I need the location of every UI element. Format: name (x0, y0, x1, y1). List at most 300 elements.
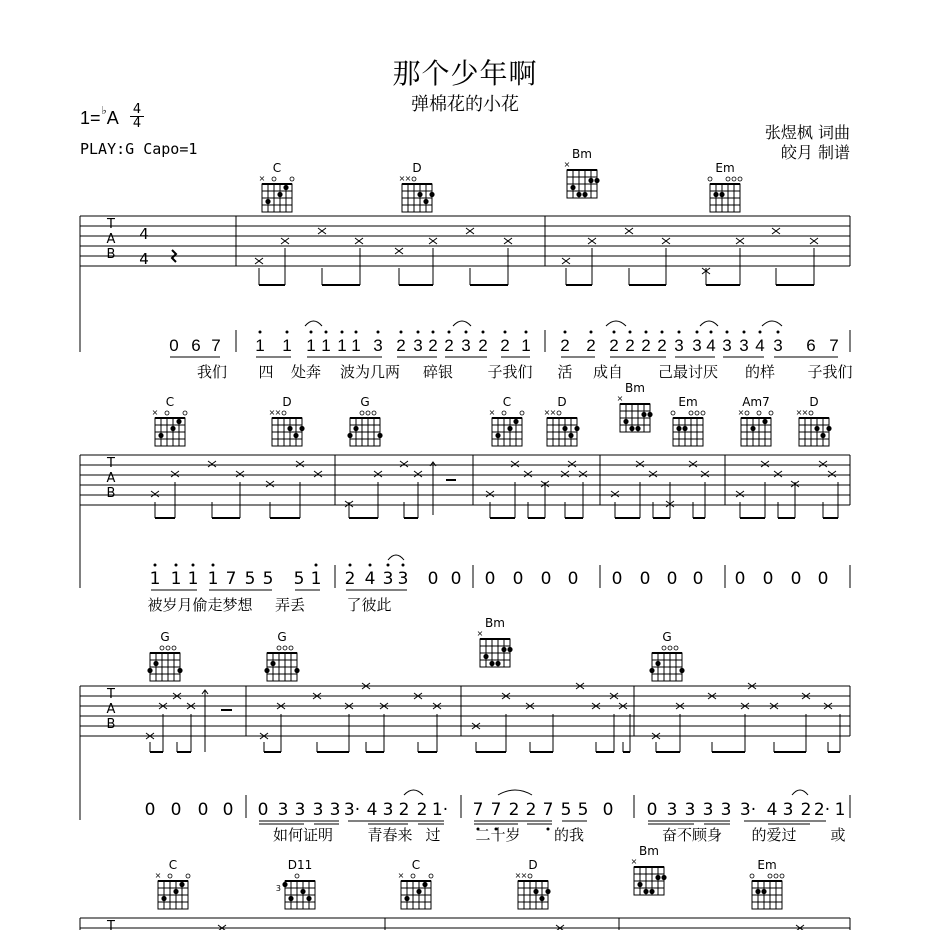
chord-diagram-d (515, 858, 551, 909)
credit-lyrics: 张煜枫 词曲 (764, 123, 850, 142)
lyric: 子我们 (807, 363, 853, 381)
chord-dot (489, 661, 494, 666)
mute-mark: × (398, 174, 406, 183)
mute-mark: × (549, 408, 557, 417)
octave-dot (377, 331, 380, 334)
mute-mark: × (404, 174, 412, 183)
open-mark (290, 177, 294, 181)
mute-mark: × (543, 408, 551, 417)
lyric: 的我 (553, 826, 585, 844)
tab-x-mark (524, 471, 532, 477)
chord-name: Bm (485, 616, 505, 630)
lyric: 二十岁 (475, 826, 521, 844)
octave-dot (564, 331, 567, 334)
chord-dot (755, 889, 760, 894)
tab-x-mark (810, 238, 818, 244)
chord-dot (676, 426, 681, 431)
jianpu-note: 0 (540, 569, 552, 589)
jianpu-note: 4 (755, 336, 765, 355)
chord-dot (682, 426, 687, 431)
jianpu-note: 2 (657, 336, 667, 355)
chord-dot (153, 661, 158, 666)
jianpu-note: 7 (542, 800, 554, 820)
chord-dot (293, 433, 298, 438)
jianpu-note: 3 (373, 336, 383, 355)
open-mark (528, 874, 532, 878)
chord-dot (495, 661, 500, 666)
tab-time-bottom: 4 (139, 250, 149, 268)
octave-dot (355, 331, 358, 334)
tab-x-mark (568, 461, 576, 467)
mute-mark: × (520, 871, 528, 880)
tie (453, 321, 471, 326)
mute-mark: × (630, 857, 638, 866)
chord-dot (507, 647, 512, 652)
low-octave-dot (547, 828, 550, 831)
jianpu-note: 7 (472, 800, 484, 820)
open-mark (695, 411, 699, 415)
chord-diagram-d (796, 395, 832, 446)
tab-x-mark (281, 238, 289, 244)
chord-dot (147, 668, 152, 673)
open-mark (412, 177, 416, 181)
tab-x-mark (504, 238, 512, 244)
chord-dot (539, 896, 544, 901)
open-mark (738, 177, 742, 181)
chord-dot (713, 192, 718, 197)
jianpu-note: 2 (344, 569, 356, 589)
jianpu-note: 3 (382, 569, 394, 589)
jianpu-note: 3 (413, 336, 423, 355)
chord-diagram-c (259, 161, 294, 212)
open-mark (662, 646, 666, 650)
tab-x-mark (701, 471, 709, 477)
chord-dot (306, 896, 311, 901)
lyric: 处奔 (290, 363, 322, 381)
tab-x-mark (561, 471, 569, 477)
tab-x-mark (819, 461, 827, 467)
octave-dot (387, 564, 390, 567)
chord-dot (826, 426, 831, 431)
chord-name: G (662, 630, 672, 644)
chord-dot (287, 426, 292, 431)
tie (762, 321, 782, 326)
mute-mark: × (258, 174, 266, 183)
tie (606, 321, 626, 326)
jianpu-note: 4 (366, 800, 378, 820)
tie (498, 790, 532, 795)
jianpu-note: 5 (560, 800, 572, 820)
open-mark (809, 411, 813, 415)
tab-label-b: B (106, 486, 116, 501)
jianpu-note: 0 (484, 569, 496, 589)
tab-x-mark (636, 461, 644, 467)
tie (305, 321, 322, 326)
tab-x-mark (151, 491, 159, 497)
lyric: 我们 (196, 363, 228, 381)
jianpu-note: 0 (817, 569, 829, 589)
jianpu-note: 0 (646, 800, 658, 820)
tie (388, 555, 404, 560)
chord-name: D (282, 395, 292, 409)
open-mark (520, 411, 524, 415)
jianpu-note: 3 (702, 800, 714, 820)
jianpu-note: 0 (512, 569, 524, 589)
chord-name: C (272, 161, 282, 175)
chord-dot (629, 426, 634, 431)
open-mark (277, 646, 281, 650)
tab-staff-3 (80, 686, 850, 736)
chord-dot (570, 185, 575, 190)
open-mark (732, 177, 736, 181)
tab-x-mark (611, 491, 619, 497)
open-mark (429, 874, 433, 878)
tab-x-mark (772, 228, 780, 234)
jianpu-note: 3 (312, 800, 324, 820)
chord-diagram-g (649, 630, 684, 681)
jianpu-note: 0 (222, 800, 234, 820)
tab-x-mark (486, 491, 494, 497)
jianpu-note: 2 (525, 800, 537, 820)
lyric: 了彼此 (346, 596, 392, 614)
chord-dot (495, 433, 500, 438)
chord-dot (417, 192, 422, 197)
tab-label-t: T (107, 217, 115, 232)
octave-dot (710, 331, 713, 334)
chord-dot (422, 882, 427, 887)
chord-dot (655, 661, 660, 666)
chord-dot (655, 875, 660, 880)
chord-dot (507, 426, 512, 431)
chord-dot (177, 668, 182, 673)
chord-name: D (412, 161, 422, 175)
octave-dot (448, 331, 451, 334)
tab-label-a: A (106, 471, 116, 486)
chord-dot (533, 889, 538, 894)
jianpu-note: 0 (427, 569, 439, 589)
jianpu-note: 3 (329, 800, 341, 820)
chord-dot (416, 889, 421, 894)
octave-dot (525, 331, 528, 334)
lyric: 活 (557, 363, 573, 381)
jianpu-note: 1 (351, 336, 361, 355)
jianpu-note: 0 (734, 569, 746, 589)
open-mark (780, 874, 784, 878)
jianpu-note: 0 (666, 569, 678, 589)
chord-dot (761, 889, 766, 894)
jianpu-note: 4 (766, 800, 778, 820)
jianpu-note: 0 (170, 800, 182, 820)
chord-diagram-c (155, 858, 190, 909)
chord-dot (635, 426, 640, 431)
chord-name: Em (757, 858, 777, 872)
tab-x-mark (774, 471, 782, 477)
jianpu-note: 3 (674, 336, 684, 355)
chord-name: C (165, 395, 175, 409)
tab-label-b: B (106, 247, 116, 262)
chord-dot (582, 192, 587, 197)
tab-x-mark (255, 258, 263, 264)
octave-dot (432, 331, 435, 334)
tie (792, 790, 808, 795)
lyric: 碎银 (422, 363, 454, 381)
chord-dot (594, 178, 599, 183)
lyric: 己最讨厌 (657, 363, 719, 381)
chord-dot (179, 882, 184, 887)
lyric: 青春来 (367, 826, 413, 844)
chord-name: C (411, 858, 421, 872)
tab-x-mark (736, 238, 744, 244)
chord-dot (762, 419, 767, 424)
chord-diagram-c (398, 858, 433, 909)
tab-label-t: T (107, 919, 115, 930)
lyric: 的样 (744, 363, 776, 381)
jianpu-note: 1 (149, 569, 161, 589)
chord-dot (643, 889, 648, 894)
jianpu-note: 0 (197, 800, 209, 820)
octave-dot (341, 331, 344, 334)
tab-x-mark (318, 228, 326, 234)
tab-x-mark (400, 461, 408, 467)
octave-dot (629, 331, 632, 334)
chord-dot (264, 668, 269, 673)
tab-x-mark (761, 461, 769, 467)
jianpu-note: 0 (567, 569, 579, 589)
chord-dot (750, 426, 755, 431)
jianpu-note: 3 (397, 569, 409, 589)
chord-dot (283, 185, 288, 190)
jianpu-note: 3 (294, 800, 306, 820)
jianpu-note: 0 (450, 569, 462, 589)
octave-dot (482, 331, 485, 334)
chord-name: C (168, 858, 178, 872)
octave-dot (349, 564, 352, 567)
open-mark (774, 874, 778, 878)
jianpu-note: 1 (187, 569, 199, 589)
jianpu-note: 2 (500, 336, 510, 355)
octave-dot (369, 564, 372, 567)
octave-dot (417, 331, 420, 334)
tab-x-mark (414, 471, 422, 477)
chord-name: Em (715, 161, 735, 175)
tab-x-mark (579, 471, 587, 477)
chord-dot (641, 412, 646, 417)
chord-name: Bm (625, 381, 645, 395)
jianpu-note: 2 (508, 800, 520, 820)
octave-dot (212, 564, 215, 567)
jianpu-note: 2 (609, 336, 619, 355)
jianpu-note: 7 (225, 569, 237, 589)
chord-name: G (360, 395, 370, 409)
jianpu-note: 7 (490, 800, 502, 820)
jianpu-note: 2 (416, 800, 428, 820)
chord-name: Am7 (742, 395, 770, 409)
mute-mark: × (795, 408, 803, 417)
jianpu-note: 2 (586, 336, 596, 355)
chord-dot (282, 882, 287, 887)
jianpu-note: 3 (773, 336, 783, 355)
tab-x-mark (374, 471, 382, 477)
open-mark (674, 646, 678, 650)
octave-dot (777, 331, 780, 334)
chord-dot (353, 426, 358, 431)
jianpu-note: 3 (684, 800, 696, 820)
jianpu-note: 7 (211, 336, 221, 355)
octave-dot (154, 564, 157, 567)
chord-dot (820, 433, 825, 438)
lyric: 波为几两 (339, 363, 401, 381)
jianpu-row-3 (145, 790, 846, 831)
play-capo: PLAY:G Capo=1 (80, 140, 198, 158)
tab-x-mark (296, 461, 304, 467)
tie (700, 321, 718, 326)
fret-number: 3 (275, 884, 281, 893)
open-mark (372, 411, 376, 415)
chord-dot (501, 647, 506, 652)
tab-x-mark (736, 491, 744, 497)
jianpu-note: 2 (444, 336, 454, 355)
octave-dot (286, 331, 289, 334)
jianpu-note: 0 (762, 569, 774, 589)
jianpu-note: 3 (739, 336, 749, 355)
chord-diagram-c (489, 395, 524, 446)
tab-x-mark (314, 471, 322, 477)
chord-diagram-bm (564, 147, 600, 198)
time-bottom: 4 (132, 116, 142, 131)
jianpu-note: 3 (722, 336, 732, 355)
octave-dot (678, 331, 681, 334)
open-mark (272, 177, 276, 181)
jianpu-note: 3 (782, 800, 794, 820)
open-mark (360, 411, 364, 415)
chord-diagram-d (269, 395, 305, 446)
chord-dot (814, 426, 819, 431)
lyric: 的爱过 (751, 826, 797, 844)
lyric: 过 (425, 826, 441, 844)
jianpu-note: 1· (431, 800, 449, 820)
jianpu-note: 1 (310, 569, 322, 589)
tab-x-mark (625, 228, 633, 234)
open-mark (557, 411, 561, 415)
jianpu-note: 5 (577, 800, 589, 820)
mute-mark: × (151, 408, 159, 417)
open-mark (757, 411, 761, 415)
open-mark (289, 646, 293, 650)
chord-dot (404, 896, 409, 901)
tie (404, 790, 423, 795)
jianpu-note: 1 (521, 336, 531, 355)
chord-diagram-d11 (276, 858, 315, 909)
chord-diagram-d (544, 395, 580, 446)
key-prefix: 1= (80, 108, 101, 128)
chord-dot (719, 192, 724, 197)
chord-name: D (557, 395, 567, 409)
tab-time-top: 4 (139, 225, 149, 243)
open-mark (183, 411, 187, 415)
jianpu-note: 5 (293, 569, 305, 589)
octave-dot (175, 564, 178, 567)
chord-dot (562, 426, 567, 431)
chord-dot (294, 668, 299, 673)
jianpu-note: 1 (207, 569, 219, 589)
jianpu-note: 2 (800, 800, 812, 820)
open-mark (282, 411, 286, 415)
chord-dot (637, 882, 642, 887)
jianpu-note: 6 (806, 336, 816, 355)
flat-sign: ♭ (101, 105, 107, 117)
mute-mark: × (801, 408, 809, 417)
octave-dot (310, 331, 313, 334)
chord-dot (288, 896, 293, 901)
tab-label-b: B (106, 717, 116, 732)
chord-name: G (160, 630, 170, 644)
credit-maker: 皎月 制谱 (780, 143, 850, 162)
chord-dot (574, 426, 579, 431)
chord-dot (661, 875, 666, 880)
octave-dot (696, 331, 699, 334)
jianpu-note: 3 (720, 800, 732, 820)
tab-x-mark (662, 238, 670, 244)
tab-x-mark (689, 461, 697, 467)
jianpu-note: 2 (398, 800, 410, 820)
chord-dot (429, 192, 434, 197)
chord-name: Em (678, 395, 698, 409)
chord-diagram-g (147, 630, 182, 681)
tab-x-mark (828, 471, 836, 477)
jianpu-note: 4 (364, 569, 376, 589)
chord-diagram-bm (631, 844, 667, 895)
jianpu-note: 3 (692, 336, 702, 355)
mute-mark: × (476, 629, 484, 638)
tab-x-mark (429, 238, 437, 244)
chord-diagram-em (750, 858, 784, 909)
chord-diagram-d (399, 161, 435, 212)
lyric: 奋不顾身 (661, 826, 723, 844)
tab-x-mark (588, 238, 596, 244)
song-title: 那个少年啊 (392, 57, 538, 90)
jianpu-note: 0 (611, 569, 623, 589)
jianpu-note: 0 (602, 800, 614, 820)
jianpu-note: 1 (321, 336, 331, 355)
jianpu-note: 1 (255, 336, 265, 355)
chord-dot (299, 426, 304, 431)
tab-x-mark (562, 258, 570, 264)
tab-x-mark (208, 461, 216, 467)
chord-diagram-c (152, 395, 187, 446)
chord-dot (568, 433, 573, 438)
jianpu-note: 3 (277, 800, 289, 820)
jianpu-note: 7 (829, 336, 839, 355)
jianpu-note: 2 (428, 336, 438, 355)
chord-dot (513, 419, 518, 424)
octave-dot (613, 331, 616, 334)
jianpu-note: 6 (191, 336, 201, 355)
open-mark (166, 646, 170, 650)
open-mark (671, 411, 675, 415)
tab-x-mark (466, 228, 474, 234)
octave-dot (661, 331, 664, 334)
chord-dot (649, 889, 654, 894)
chord-name: D (809, 395, 819, 409)
tab-x-mark (395, 248, 403, 254)
octave-dot (325, 331, 328, 334)
chord-dot (265, 199, 270, 204)
key-note: A (106, 108, 119, 128)
chord-dot (161, 896, 166, 901)
jianpu-note: 2 (625, 336, 635, 355)
open-mark (689, 411, 693, 415)
jianpu-note: 0 (639, 569, 651, 589)
